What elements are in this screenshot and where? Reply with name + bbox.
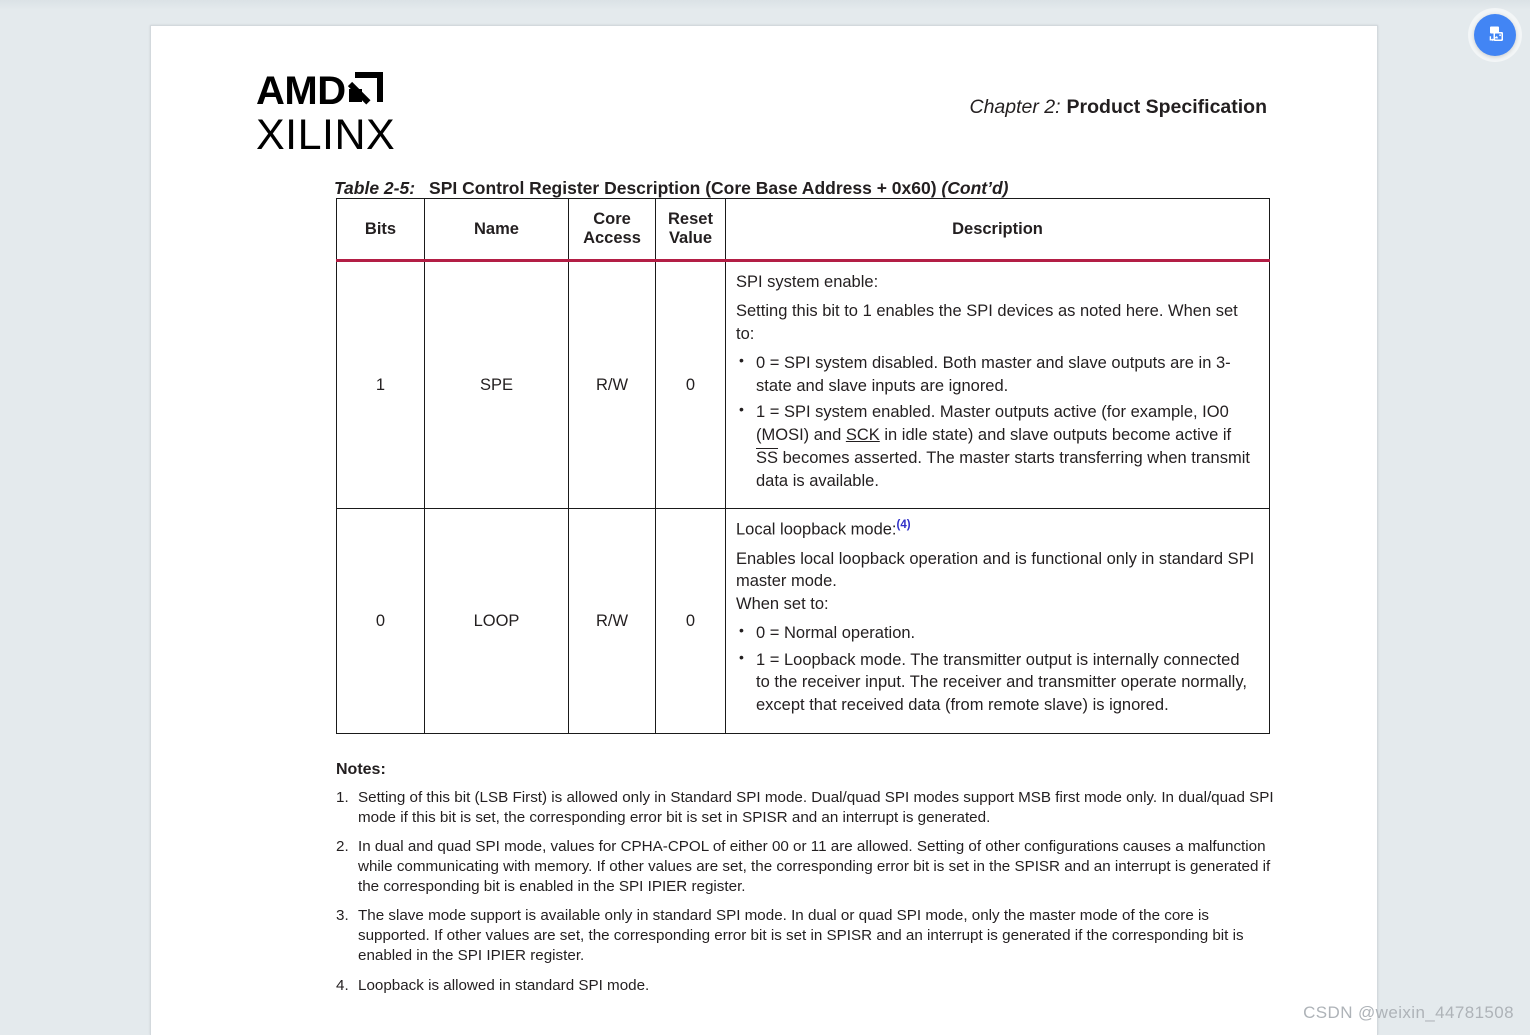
chapter-title: Product Specification <box>1066 96 1267 118</box>
table-caption <box>334 178 1008 199</box>
note-item <box>336 906 1281 966</box>
note-number: 4. <box>336 976 349 994</box>
logo-amd-wordmark <box>256 71 496 111</box>
cell-description <box>726 261 1270 509</box>
note-number: 1. <box>336 789 349 806</box>
note-text: The slave mode support is available only in standard SPI mode. In dual or quad SPI mode, only the master mode of the core is supported. If other values are set, the corresponding error bit is set in SPISR and an interrupt is generated if the corresponding bit is enabled in the SPI IPIER register. <box>358 907 1244 965</box>
description-title-text: SPI system enable: <box>736 273 879 291</box>
table-caption-label: Table 2-5: <box>334 178 416 198</box>
spi-control-register-table <box>336 198 1270 734</box>
cell-access: R/W <box>569 509 656 734</box>
bullet-text: 0 = SPI system disabled. Both master and slave outputs are in 3-state and slave inputs are ignored. <box>756 353 1231 395</box>
chapter-header <box>969 96 1267 119</box>
top-shade-band <box>0 0 1530 10</box>
table-caption-text: SPI Control Register Description (Core Base Address + 0x60) <box>429 178 937 198</box>
cell-reset: 0 <box>656 509 726 734</box>
table-caption-continued: (Cont’d) <box>941 178 1009 198</box>
bullet-text: becomes asserted. The master starts transferring when transmit data is available. <box>756 448 1250 490</box>
cell-access: R/W <box>569 261 656 509</box>
signal-name-underlined: SCK <box>845 426 880 445</box>
signal-name-active-low: $\overline{SS}$ <box>756 448 779 467</box>
table-row <box>337 509 1270 734</box>
description-bullet-item <box>736 401 1257 492</box>
table-body <box>337 261 1270 734</box>
column-header-bits: Bits <box>337 199 425 261</box>
notes-title: Notes: <box>336 761 386 778</box>
note-text: Loopback is allowed in standard SPI mode. <box>358 976 650 994</box>
description-bullet-list <box>736 622 1257 717</box>
column-header-core-access <box>569 199 656 261</box>
note-text: In dual and quad SPI mode, values for CPHA-CPOL of either 00 or 11 are allowed. Setting of other configurations causes a malfunction while communicating with memory. If other values are set, the corresponding error bit is set in the SPISR and an interrupt is generated if the corresponding bit is enabled in the SPI IPIER register. <box>358 838 1271 896</box>
cell-name: LOOP <box>425 509 569 734</box>
note-item <box>336 976 1281 996</box>
description-paragraph: When set to: <box>736 594 829 613</box>
bullet-text: 1 = SPI system enabled. Master outputs active (for example, IO0 (MOSI) and <box>756 403 1229 445</box>
footnote-reference-link[interactable]: (4) <box>896 519 911 532</box>
note-item <box>336 788 1281 828</box>
note-number: 3. <box>336 907 349 925</box>
column-header-description: Description <box>726 199 1270 261</box>
description-title-text: Local loopback mode: <box>736 520 897 539</box>
note-number: 2. <box>336 838 349 856</box>
note-item <box>336 837 1281 897</box>
description-bullet-item <box>736 622 1257 645</box>
note-text: Setting of this bit (LSB First) is allowed only in Standard SPI mode. Dual/quad SPI modes support MSB first mode only. In dual/quad SPI mode if this bit is set, the corresponding error bit is set in SPISR and an interrupt is generated. <box>358 789 1274 827</box>
table-header-row <box>337 199 1270 261</box>
bullet-text: 1 = Loopback mode. The transmitter output is internally connected to the receiver input. The receiver and transmitter operate normally, except that received data (from remote slave) is ignored. <box>756 650 1247 715</box>
description-bullet-item <box>736 352 1257 398</box>
cell-bits: 0 <box>337 509 425 734</box>
bullet-text: in idle state) and slave outputs become active if <box>879 426 1232 445</box>
description-title <box>736 271 1257 293</box>
table-row <box>337 261 1270 509</box>
description-title <box>736 518 1257 541</box>
csdn-watermark: CSDN @weixin_44781508 <box>1303 1003 1514 1022</box>
column-header-name: Name <box>425 199 569 261</box>
column-header-core-access-line1: Core <box>593 210 631 229</box>
description-paragraph: Setting this bit to 1 enables the SPI devices as noted here. When set to: <box>736 302 1238 343</box>
cell-description <box>726 509 1270 734</box>
cell-name: SPE <box>425 261 569 509</box>
column-header-reset-value-line2: Value <box>668 229 713 247</box>
column-header-core-access-line2: Access <box>583 229 641 247</box>
column-header-reset-value-line1: Reset <box>668 210 713 229</box>
chapter-label: Chapter 2: <box>969 96 1061 118</box>
bullet-text: 0 = Normal operation. <box>756 623 916 642</box>
description-bullet-item <box>736 649 1257 717</box>
restore-window-image-icon[interactable] <box>1474 14 1516 56</box>
notes-section <box>336 761 1281 1005</box>
description-paragraph: Enables local loopback operation and is functional only in standard SPI master mode. <box>736 550 1255 591</box>
notes-list <box>336 788 1281 996</box>
description-bullet-list <box>736 352 1257 493</box>
logo-xilinx-text: XILINX <box>256 111 396 159</box>
document-page <box>150 25 1378 1035</box>
amd-xilinx-logo <box>256 71 496 158</box>
cell-bits: 1 <box>337 261 425 509</box>
column-header-reset-value <box>656 199 726 261</box>
logo-amd-text: AMD <box>256 69 346 113</box>
cell-reset: 0 <box>656 261 726 509</box>
amd-arrow-icon <box>349 72 383 106</box>
